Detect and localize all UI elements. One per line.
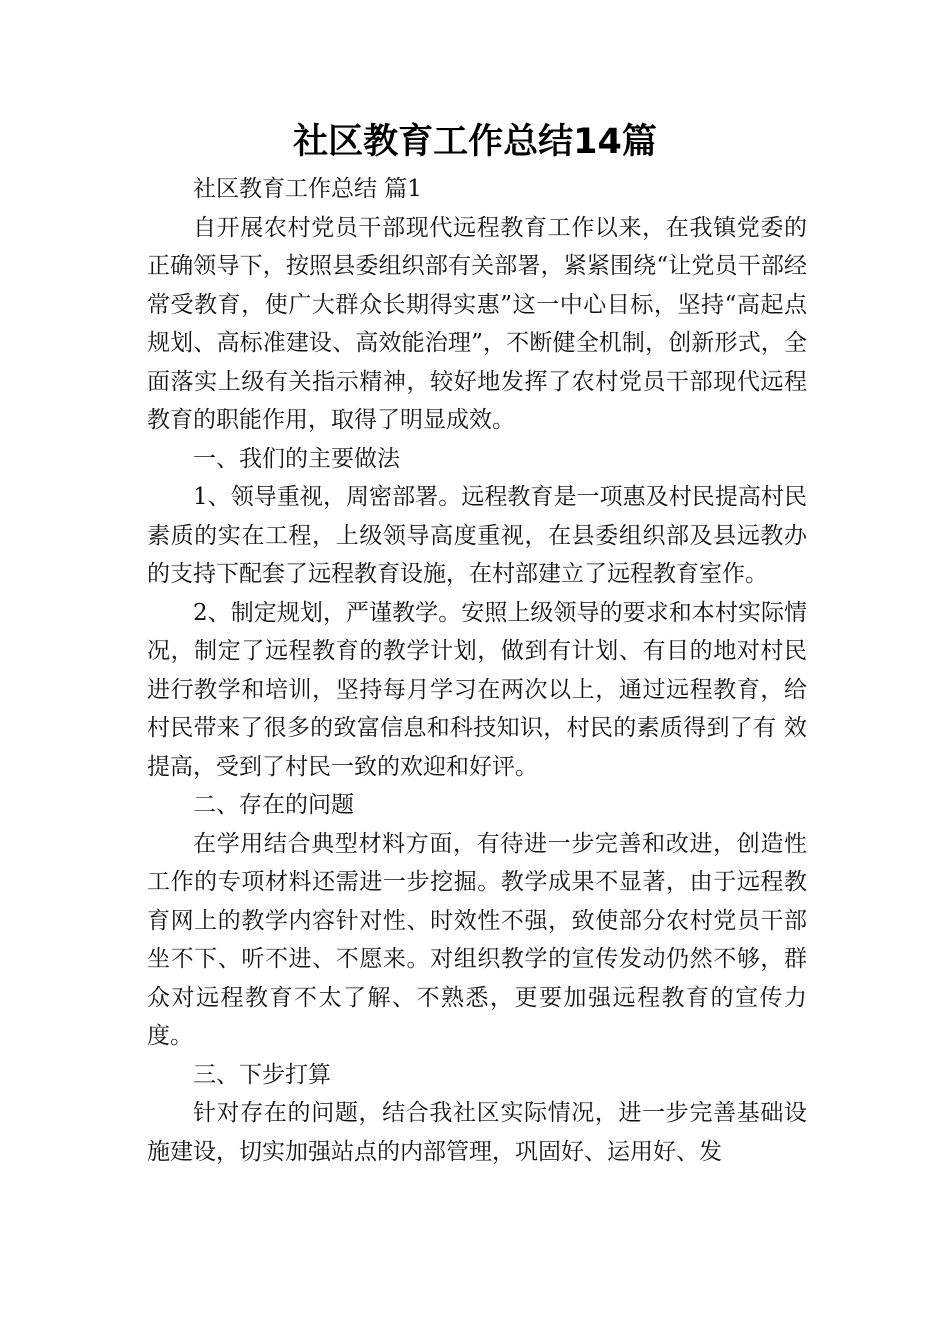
paragraph: 自开展农村党员干部现代远程教育工作以来，在我镇党委的正确领导下，按照县委组织部有关部署，紧紧围绕“让党员干部经常受教育，使广大群众长期得实惠”这一中心目标，坚持“高起点规划、高标准建设、高效能治理”，不断健全机制，创新形式，全面落实上级有关指示精神，较好地发挥了农村党员干部现代远程教育的职能作用，取得了明显成效。 [147,214,807,433]
section-heading: 三、下步打算 [193,1061,331,1088]
document-title: 社区教育工作总结14篇 [293,122,657,162]
section-heading: 一、我们的主要做法 [193,445,400,472]
paragraph: 在学用结合典型材料方面，有待进一步完善和改进，创造性工作的专项材料还需进一步挖掘。教学成果不显著，由于远程教育网上的教学内容针对性、时效性不强，致使部分农村党员干部坐不下、听不进、不愿来。对组织教学的宣传发动仍然不够，群众对远程教育不太了解、不熟悉，更要加强远程教育的宣传力度。 [147,830,807,1049]
section-heading: 社区教育工作总结 篇1 [193,176,422,202]
paragraph: 1、领导重视，周密部署。远程教育是一项惠及村民提高村民素质的实在工程，上级领导高度重视，在县委组织部及县远教办的支持下配套了远程教育设施，在村部建立了远程教育室作。 [147,484,807,587]
paragraph: 2、制定规划，严谨教学。安照上级领导的要求和本村实际情况，制定了远程教育的教学计划，做到有计划、有目的地对村民进行教学和培训，坚持每月学习在两次以上，通过远程教育，给村民带来了很多的致富信息和科技知识，村民的素质得到了有 效提高，受到了村民一致的欢迎和好评。 [147,599,807,780]
document-body [147,170,807,1171]
section-heading: 二、存在的问题 [193,792,354,818]
paragraph: 针对存在的问题，结合我社区实际情况，进一步完善基础设施建设，切实加强站点的内部管理，巩固好、运用好、发 [147,1100,807,1165]
